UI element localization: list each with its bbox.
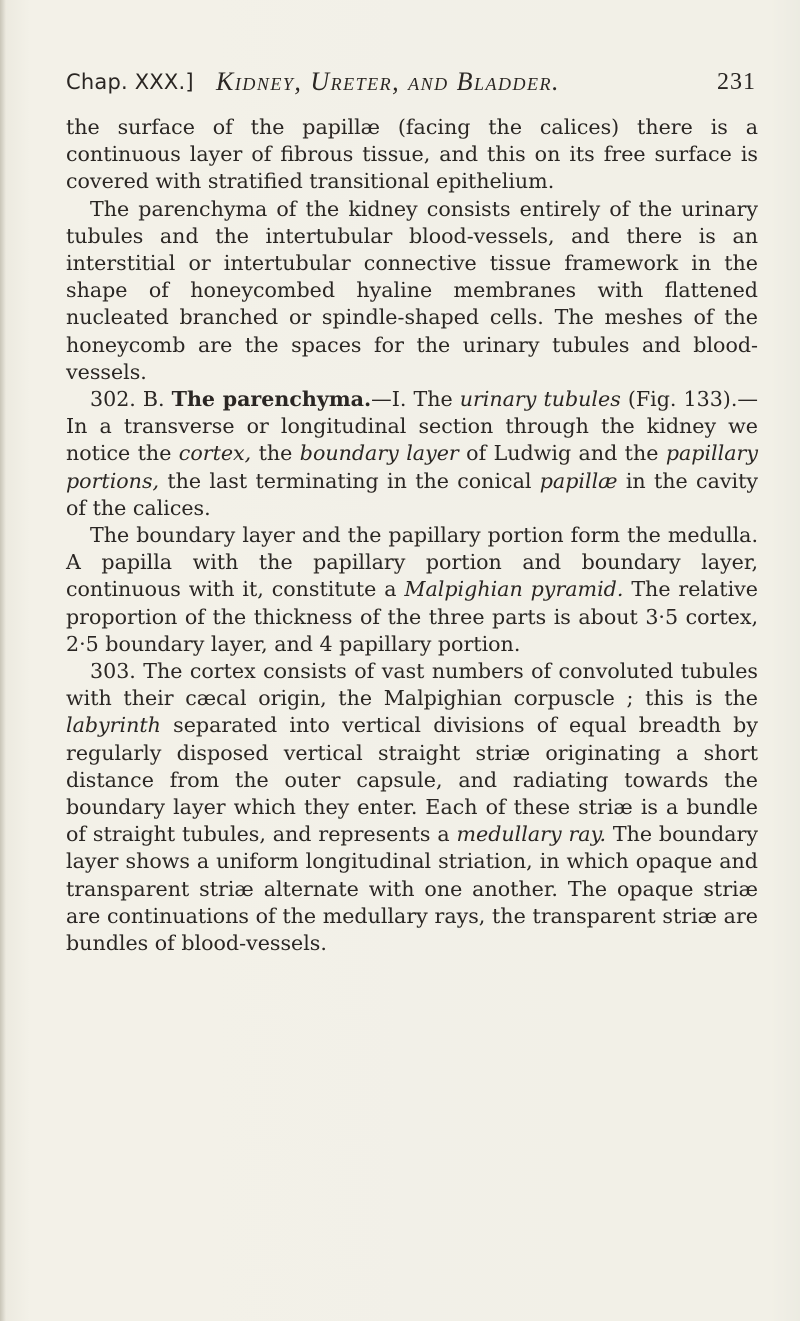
- italic-term: papillæ: [539, 468, 618, 493]
- italic-term: urinary tubules: [459, 387, 621, 412]
- text-run: (Fig. 133).—In a transverse or longitudinal section through the kidney we notice the: [66, 387, 758, 466]
- paragraph-medulla: [66, 522, 758, 658]
- italic-term: papillary portions,: [66, 441, 758, 493]
- text-run: separated into vertical divisions of equal breadth by regularly disposed vertical straight striæ originating a short distance from the outer capsule, and radiating towards the boundary layer which they enter. Each of these striæ is a bundle of straight tubules, and represents a: [66, 713, 758, 847]
- page-edge-shadow: [0, 0, 6, 1321]
- paragraph-302: [66, 386, 758, 522]
- section-heading: The parenchyma.: [171, 387, 372, 412]
- text-run: The boundary layer shows a uniform longitudinal striation, in which opaque and transparent striæ alternate with one another. The opaque striæ are continuations of the medullary rays, the transparent striæ are bundles of blood-vessels.: [66, 822, 758, 956]
- chapter-label: Chap. XXX.]: [66, 70, 194, 94]
- text-run: The boundary layer and the papillary portion form the medulla. A papilla with the papillary portion and boundary layer, continuous with it, constitute a: [66, 523, 758, 602]
- italic-term: labyrinth: [66, 713, 161, 738]
- paragraph-parenchyma-overview: The parenchyma of the kidney consists entirely of the urinary tubules and the intertubular blood-vessels, and there is an interstitial or intertubular connective tissue framework in the shape of honeycombed hyaline membranes with flattened nucleated branched or spindle-shaped cells. The meshes of the honeycomb are the spaces for the urinary tubules and blood-vessels.: [66, 196, 758, 384]
- page-number: 231: [717, 69, 756, 95]
- italic-term: Malpighian pyramid.: [404, 577, 624, 602]
- text-run: —I. The: [371, 387, 460, 412]
- running-title: Kidney, Ureter, and Bladder.: [216, 67, 560, 96]
- paragraph-303: [66, 658, 758, 957]
- italic-term: medullary ray.: [456, 822, 607, 847]
- italic-term: cortex,: [178, 441, 252, 466]
- text-run: the: [251, 441, 300, 466]
- text-run: The relative proportion of the thickness of the three parts is about 3·5 cortex, 2·5 boundary layer, and 4 papillary portion.: [66, 577, 758, 656]
- text-run: in the cavity of the calices.: [66, 468, 758, 520]
- paragraph-continuation: the surface of the papillæ (facing the calices) there is a continuous layer of fibrous tissue, and this on its free surface is covered with stratified transitional epithelium.: [66, 115, 758, 194]
- section-number: 302. B.: [90, 387, 165, 412]
- text-run: of Ludwig and the: [458, 441, 666, 466]
- body-text: [66, 114, 758, 957]
- running-head: [66, 62, 756, 102]
- italic-term: boundary layer: [299, 441, 459, 466]
- text-run: 303. The cortex consists of vast numbers of convoluted tubules with their cæcal origin, the Malpighian corpuscle ; this is the: [66, 659, 758, 711]
- text-run: the last terminating in the conical: [159, 468, 540, 493]
